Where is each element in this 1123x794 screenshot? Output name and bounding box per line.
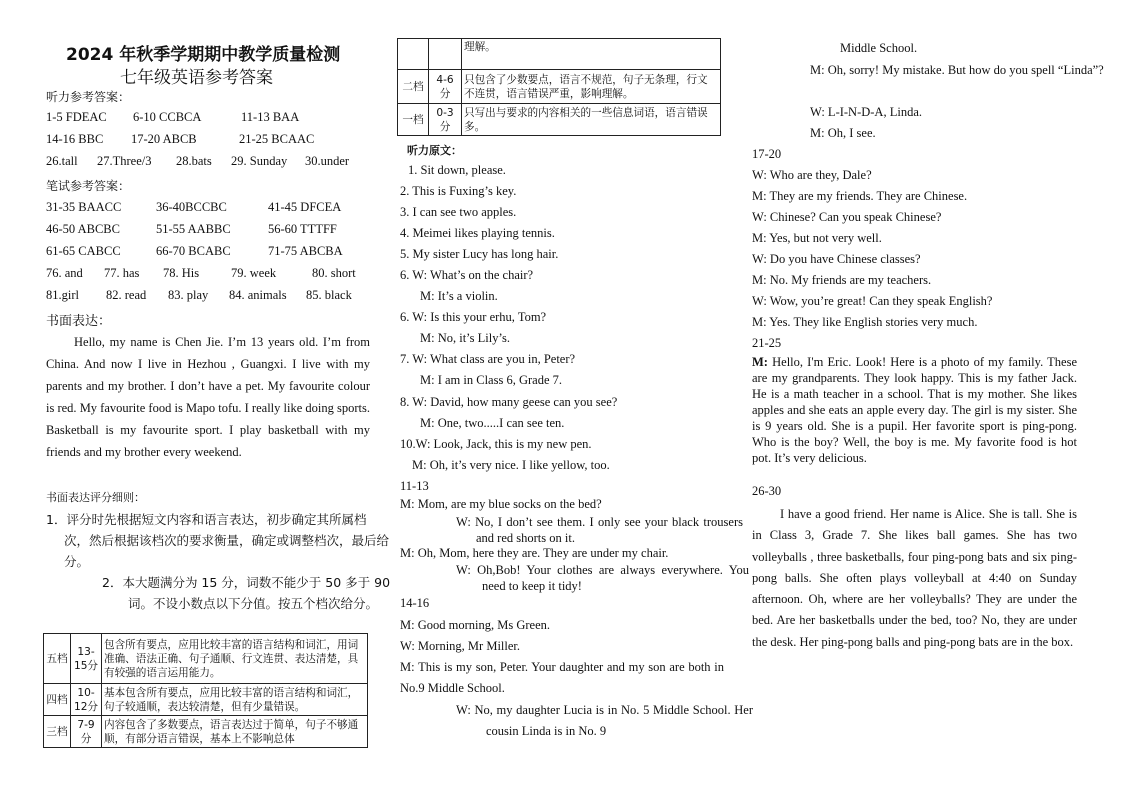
script-line: M: Yes. They like English stories very much. (752, 315, 978, 329)
rubric-level: 三档 (44, 716, 71, 748)
rubric-level: 五档 (44, 634, 71, 684)
answer-item: 56-60 TTTFF (268, 222, 337, 236)
answer-item: 81.girl (46, 288, 79, 302)
answer-item: 76. and (46, 266, 83, 280)
script-line: W: Do you have Chinese classes? (752, 252, 921, 266)
rubric-level: 二档 (398, 70, 429, 104)
rubric-table (43, 633, 368, 748)
answer-item: 83. play (168, 288, 209, 302)
table-row (44, 716, 368, 748)
answer-item: 28.bats (176, 154, 212, 168)
section-label: 11-13 (400, 479, 429, 493)
script-line: M: It’s a violin. (420, 289, 498, 303)
script-paragraph-alice: I have a good friend. Her name is Alice. She is tall. She is in Class 3, Grade 7. She likes ball games. She has two volleyballs , three basketballs, four ping-pong bats and six ping-pong balls. She often plays volleyball at 4:40 on Sunday afternoon. Oh, where are her volleyballs? They are under the bed. Are her basketballs under the bed, too? No, they are under the desk. Her ping-pong balls and ping-pong bats are in the box. (752, 507, 1077, 649)
script-line: 7. W: What class are you in, Peter? (400, 352, 576, 366)
script-line: 2. This is Fuxing’s key. (400, 184, 517, 198)
page-subtitle: 七年级英语参考答案 (120, 68, 273, 88)
paragraph-text: Hello, I'm Eric. Look! Here is a photo of my family. These are my grandparents. They look happy. This is my father Jack. He is a math teacher in a school. That is my mother. She likes apples and she eats an apple every day. The girl is my sister. She is 9 years old. She is a pupil. Her favorite sport is ping-pong. Who is the boy? Well, the boy is me. My favorite food is hot pot. It’s very delicious. (752, 355, 1077, 465)
rubric-score (429, 39, 462, 70)
answer-item: 14-16 BBC (46, 132, 104, 146)
section-label: 21-25 (752, 336, 782, 350)
rubric-level: 一档 (398, 104, 429, 136)
answer-item: 84. animals (229, 288, 287, 302)
rubric-desc: 只包含了少数要点，语言不规范，句子无条理，行文不连贯，语言错误严重，影响理解。 (462, 70, 721, 104)
rubric-rule-2: 2．本大题满分为 15 分，词数不能少于 50 多于 90 词。不设小数点以下分值。按五个档次给分。 (102, 575, 391, 611)
script-line: M: No, it’s Lily’s. (420, 331, 510, 345)
table-row (398, 39, 721, 70)
speaker-label: M: (752, 355, 768, 369)
answer-item: 66-70 BCABC (156, 244, 231, 258)
answer-item: 41-45 DFCEA (268, 200, 342, 214)
script-line: Middle School. (840, 41, 918, 55)
script-line: M: Oh, it’s very nice. I like yellow, too. (412, 458, 610, 472)
script-line: 6. W: What’s on the chair? (400, 268, 534, 282)
answer-item: 17-20 ABCB (131, 132, 197, 146)
script-line: W: Chinese? Can you speak Chinese? (752, 210, 942, 224)
script-line: W: Morning, Mr Miller. (400, 639, 521, 653)
rubric-desc: 包含所有要点，应用比较丰富的语言结构和词汇，用词准确、语法正确、句子通顺、行文连贯、表达清楚，具有较强的语言运用能力。 (102, 634, 368, 684)
rubric-heading: 书面表达评分细则： (46, 491, 145, 504)
script-line: 5. My sister Lucy has long hair. (400, 247, 559, 261)
section-label: 26-30 (752, 484, 782, 498)
script-line: 4. Meimei likes playing tennis. (400, 226, 555, 240)
section-label: 14-16 (400, 596, 430, 610)
table-row (398, 70, 721, 104)
answer-item: 71-75 ABCBA (268, 244, 343, 258)
rubric-score: 0-3 分 (429, 104, 462, 136)
script-line: W: Who are they, Dale? (752, 168, 872, 182)
rubric-score: 4-6 分 (429, 70, 462, 104)
script-heading: 听力原文： (407, 144, 462, 157)
rubric-desc: 只写出与要求的内容相关的一些信息词语，语言错误多。 (462, 104, 721, 136)
script-paragraph-eric (752, 354, 1077, 466)
table-row (398, 104, 721, 136)
answer-item: 82. read (106, 288, 147, 302)
answer-item: 27.Three/3 (97, 154, 152, 168)
rubric-level (398, 39, 429, 70)
answer-item: 6-10 CCBCA (133, 110, 202, 124)
rubric-table-continued (397, 38, 721, 136)
rubric-score: 13-15分 (71, 634, 102, 684)
answer-item: 46-50 ABCBC (46, 222, 120, 236)
answer-item: 78. His (163, 266, 200, 280)
script-line: 6. W: Is this your erhu, Tom? (400, 310, 547, 324)
answer-item: 36-40BCCBC (156, 200, 227, 214)
answer-item: 26.tall (46, 154, 78, 168)
answer-item: 29. Sunday (231, 154, 288, 168)
script-line: 3. I can see two apples. (400, 205, 517, 219)
answer-item: 51-55 AABBC (156, 222, 231, 236)
page-title: 2024 年秋季学期期中教学质量检测 (66, 45, 341, 65)
script-line: M: Oh, Mom, here they are. They are under my chair. (400, 546, 669, 560)
script-line: M: Good morning, Ms Green. (400, 618, 550, 632)
script-line: M: Oh, sorry! My mistake. But how do you spell “Linda”? (810, 63, 1104, 77)
listening-answers-heading: 听力参考答案： (46, 90, 131, 104)
script-line: M: This is my son, Peter. Your daughter and my son are both in No.9 Middle School. (400, 660, 724, 695)
answer-item: 77. has (104, 266, 140, 280)
script-line: M: No. My friends are my teachers. (752, 273, 932, 287)
answer-item: 11-13 BAA (241, 110, 300, 124)
answer-item: 21-25 BCAAC (239, 132, 315, 146)
section-label: 17-20 (752, 147, 782, 161)
table-row (44, 634, 368, 684)
script-line: W: L-I-N-D-A, Linda. (810, 105, 922, 119)
answer-item: 85. black (306, 288, 352, 302)
rubric-level: 四档 (44, 684, 71, 716)
script-line: M: I am in Class 6, Grade 7. (420, 373, 562, 387)
rubric-desc: 理解。 (462, 39, 721, 70)
writing-heading: 书面表达： (46, 314, 112, 329)
answer-item: 31-35 BAACC (46, 200, 122, 214)
script-line: M: They are my friends. They are Chinese. (752, 189, 968, 203)
script-line: M: Oh, I see. (810, 126, 876, 140)
writing-sample: Hello, my name is Chen Jie. I’m 13 years old. I’m from China. And now I live in Hezhou , Guangxi. I live with my parents and my brother. I don’t have a pet. My favourite colour is red. My favourite food is Mapo tofu. I really like doing sports. Basketball is my favourite sport. I play basketball with my friends and my brother every weekend. (46, 335, 370, 459)
answer-item: 30.under (305, 154, 350, 168)
table-row (44, 684, 368, 716)
script-line: W: Oh,Bob! Your clothes are always everywhere. You need to keep it tidy! (456, 563, 749, 593)
script-line: M: Yes, but not very well. (752, 231, 882, 245)
script-line: M: One, two.....I can see ten. (420, 416, 565, 430)
script-line: 1. Sit down, please. (408, 163, 506, 177)
rubric-score: 7-9 分 (71, 716, 102, 748)
script-line: W: No, my daughter Lucia is in No. 5 Middle School. Her cousin Linda is in No. 9 (456, 703, 753, 738)
script-line: W: No, I don’t see them. I only see your black trousers and red shorts on it. (456, 515, 743, 545)
script-line: W: Wow, you’re great! Can they speak English? (752, 294, 993, 308)
rubric-desc: 内容包含了多数要点，语言表达过于简单，句子不够通顺，有部分语言错误，基本上不影响总体 (102, 716, 368, 748)
answer-item: 80. short (312, 266, 356, 280)
answer-item: 61-65 CABCC (46, 244, 121, 258)
rubric-desc: 基本包含所有要点，应用比较丰富的语言结构和词汇，句子较通顺，表达较清楚，但有少量错误。 (102, 684, 368, 716)
script-line: M: Mom, are my blue socks on the bed? (400, 497, 602, 511)
script-line: 10.W: Look, Jack, this is my new pen. (400, 437, 592, 451)
rubric-rule-1: 1．评分时先根据短文内容和语言表达，初步确定其所属档次，然后根据该档次的要求衡量，确定或调整档次，最后给分。 (46, 512, 390, 569)
written-answers-heading: 笔试参考答案： (46, 179, 131, 193)
answer-item: 1-5 FDEAC (46, 110, 107, 124)
answer-item: 79. week (231, 266, 277, 280)
script-line: 8. W: David, how many geese can you see? (400, 395, 618, 409)
rubric-score: 10-12分 (71, 684, 102, 716)
